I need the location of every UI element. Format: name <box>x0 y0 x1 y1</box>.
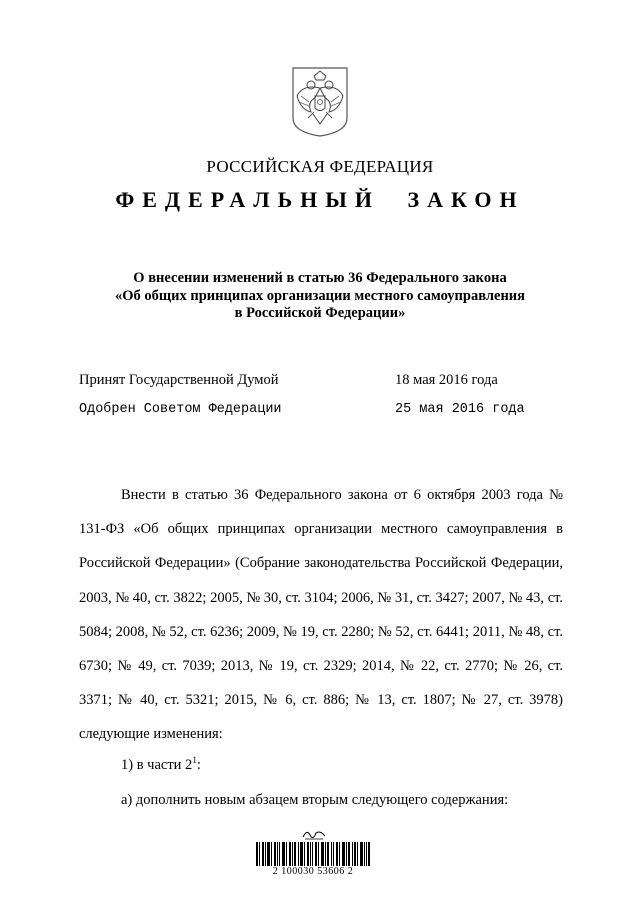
barcode-number: 2 100030 53606 2 <box>272 866 354 877</box>
law-title-line: «Об общих принципах организации местного самоуправления <box>115 287 525 304</box>
list-item-suffix: : <box>196 756 201 773</box>
council-approval-label: Одобрен Советом Федерации <box>79 402 282 417</box>
duma-adoption-label: Принят Государственной Думой <box>79 372 279 388</box>
council-approval-date: 25 мая 2016 года <box>395 402 525 417</box>
list-item <box>121 755 201 774</box>
duma-adoption-date: 18 мая 2016 года <box>395 372 498 388</box>
country-heading: РОССИЙСКАЯ ФЕДЕРАЦИЯ <box>206 157 434 176</box>
law-title <box>60 270 580 323</box>
list-item-text: 1) в части 2 <box>121 756 193 773</box>
list-item: а) дополнить новым абзацем вторым следующего содержания: <box>121 792 509 808</box>
barcode-graphic <box>256 842 370 866</box>
handwritten-mark <box>301 827 327 841</box>
superscript-index: 1 <box>192 755 197 765</box>
law-title-line: в Российской Федерации» <box>234 305 406 321</box>
law-title-line: О внесении изменений в статью 36 Федерального закона <box>133 270 507 286</box>
coat-of-arms-emblem <box>289 66 351 138</box>
document-type-heading: ФЕДЕРАЛЬНЫЙ ЗАКОН <box>115 187 525 212</box>
main-paragraph: Внести в статью 36 Федерального закона от 6 октября 2003 года № 131-ФЗ «Об общих принципах организации местного самоуправления в Российской Федерации» (Собрание законодательства Российской Федерации, 2003, № 40, ст. 3822; 2005, № 30, ст. 3104; 2006, № 31, ст. 3427; 2007, № 43, ст. 5084; 2008, № 52, ст. 6236; 2009, № 19, ст. 2280; № 52, ст. 6441; 2011, № 48, ст. 6730; № 49, ст. 7039; 2013, № 19, ст. 2329; 2014, № 22, ст. 2770; № 26, ст. 3371; № 40, ст. 5321; 2015, № 6, ст. 886; № 13, ст. 1807; № 27, ст. 3978) следующие изменения: <box>79 487 563 743</box>
